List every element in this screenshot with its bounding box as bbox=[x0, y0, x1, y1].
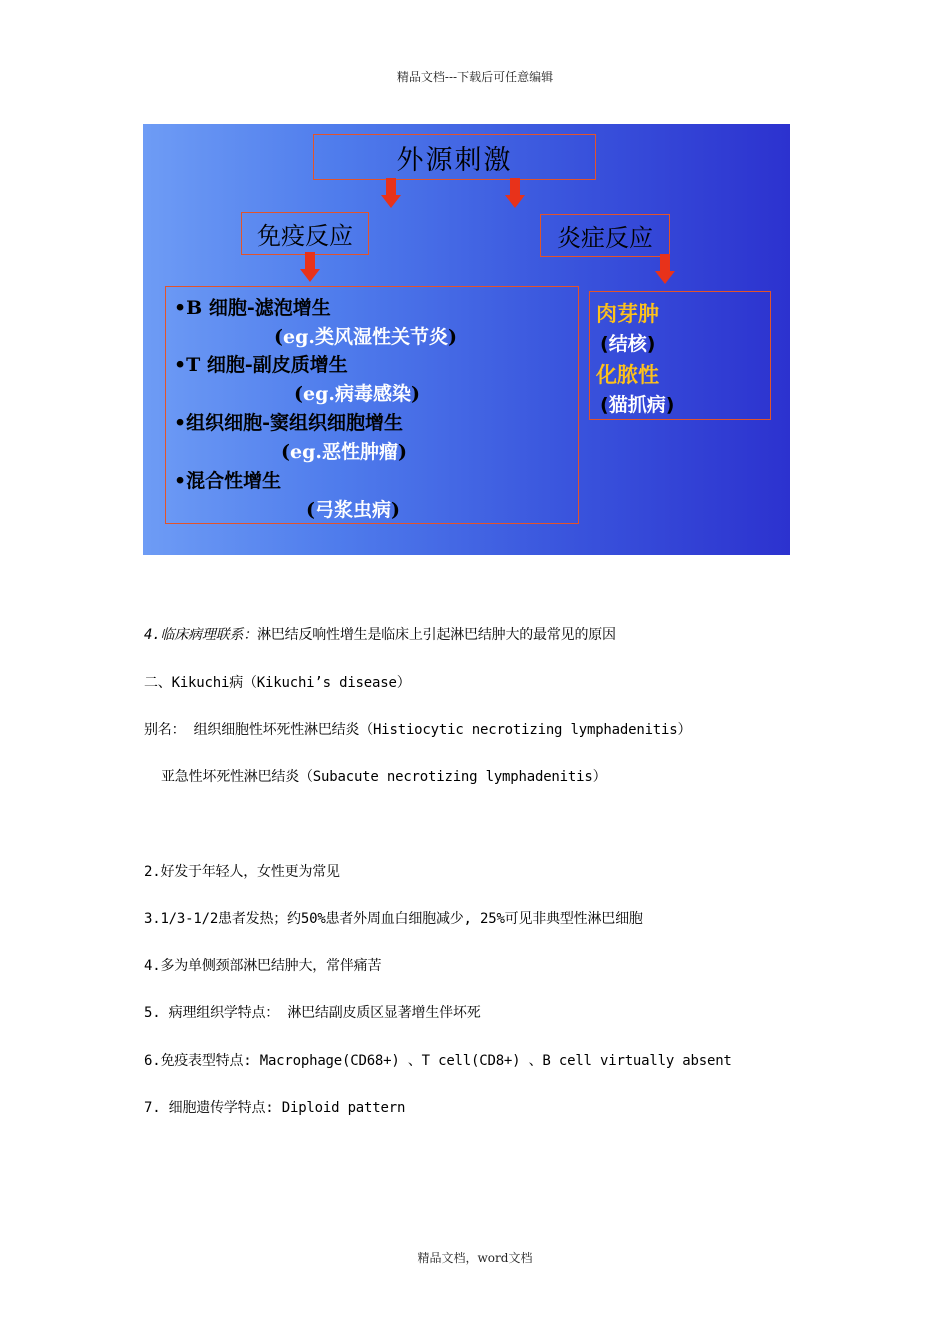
paragraph-item: 5. 病理组织学特点： 淋巴结副皮质区显著增生伴坏死 bbox=[144, 1005, 481, 1021]
paragraph-item: 7. 细胞遗传学特点: Diploid pattern bbox=[144, 1100, 406, 1116]
immune-list bbox=[165, 286, 579, 524]
list-item: •混合性增生 bbox=[174, 470, 282, 492]
paragraph-item: 2.好发于年轻人，女性更为常见 bbox=[144, 864, 340, 880]
immune-node: 免疫反应 bbox=[241, 212, 369, 255]
list-item-example: (eg.病毒感染) bbox=[294, 383, 420, 405]
inflam-example: (结核) bbox=[600, 333, 656, 355]
list-item: •T 细胞-副皮质增生 bbox=[174, 354, 348, 376]
list-item: •B 细胞-滤泡增生 bbox=[174, 297, 331, 319]
page-footer: 精品文档，word文档 bbox=[417, 1251, 533, 1265]
list-item-example: (eg.恶性肿瘤) bbox=[281, 441, 407, 463]
paragraph-alias-2: 亚急性坏死性淋巴结炎（Subacute necrotizing lymphadenitis） bbox=[161, 769, 607, 785]
list-item: •组织细胞-窦组织细胞增生 bbox=[174, 412, 404, 434]
diagram-slide bbox=[143, 124, 790, 555]
inflammation-list bbox=[589, 291, 771, 420]
paragraph-clinical: 4.临床病理联系：淋巴结反响性增生是临床上引起淋巴结肿大的最常见的原因 bbox=[144, 627, 616, 643]
paragraph-alias: 别名： 组织细胞性坏死性淋巴结炎（Histiocytic necrotizing lymphadenitis） bbox=[144, 722, 692, 738]
root-node: 外源刺激 bbox=[313, 134, 596, 180]
section-heading: 二、Kikuchi病（Kikuchi’s disease） bbox=[144, 675, 411, 691]
paragraph-item: 4.多为单侧颈部淋巴结肿大，常伴痛苦 bbox=[144, 958, 382, 974]
arrow-down-icon bbox=[381, 178, 401, 208]
list-item-example: (eg.类风湿性关节炎) bbox=[274, 326, 457, 348]
page-header: 精品文档---下载后可任意编辑 bbox=[396, 70, 554, 84]
inflam-example: (猫抓病) bbox=[600, 394, 675, 416]
inflam-type: 化脓性 bbox=[596, 363, 659, 387]
inflam-type: 肉芽肿 bbox=[596, 302, 659, 326]
paragraph-item: 3.1/3-1/2患者发热；约50%患者外周血白细胞减少, 25%可见非典型性淋巴细胞 bbox=[144, 911, 643, 927]
paragraph-item: 6.免疫表型特点: Macrophage(CD68+) 、T cell(CD8+) 、B cell virtually absent bbox=[144, 1053, 732, 1069]
list-item-example: (弓浆虫病) bbox=[306, 499, 401, 521]
inflammation-node: 炎症反应 bbox=[540, 214, 670, 257]
arrow-down-icon bbox=[505, 178, 525, 208]
arrow-down-icon bbox=[300, 252, 320, 282]
arrow-down-icon bbox=[655, 254, 675, 284]
